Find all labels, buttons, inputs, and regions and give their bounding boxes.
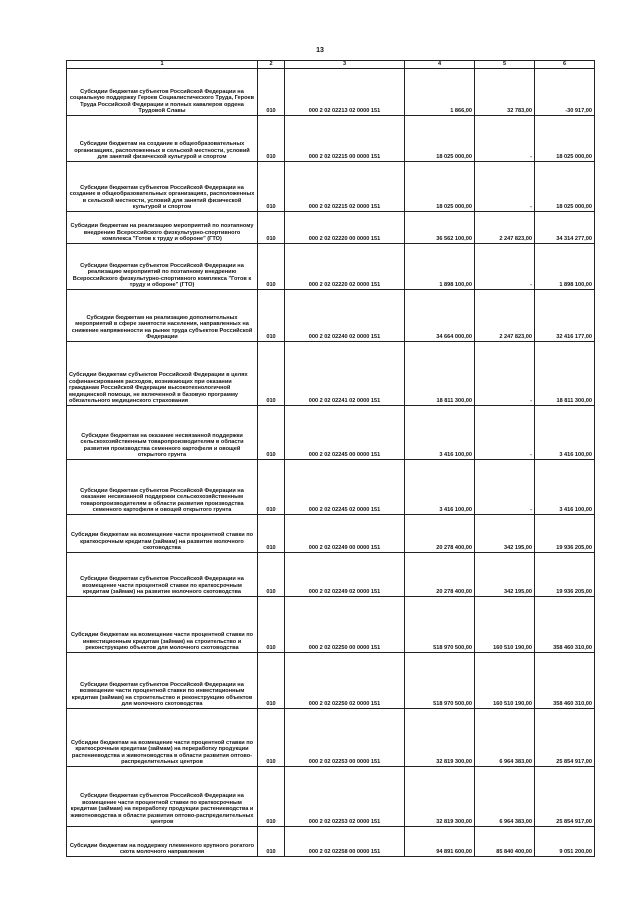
row-code: 010 xyxy=(258,290,285,342)
row-col5: - xyxy=(475,162,535,212)
row-kbk: 000 2 02 02253 02 0000 151 xyxy=(285,767,405,827)
row-kbk: 000 2 02 02245 02 0000 151 xyxy=(285,460,405,515)
row-code: 010 xyxy=(258,597,285,653)
row-name: Субсидии бюджетам субъектов Российской Федерации в целях софинансирования расходов, возникающих при оказании гражданам Российской Федерации высокотехнологичной медицинской помощи, не включенной в базовую программу обязательного медицинского страхования xyxy=(67,342,258,406)
column-header: 2 xyxy=(258,61,285,69)
row-kbk: 000 2 02 02250 00 0000 151 xyxy=(285,597,405,653)
row-kbk: 000 2 02 02253 00 0000 151 xyxy=(285,709,405,767)
column-header: 4 xyxy=(405,61,475,69)
row-col4: 18 811 300,00 xyxy=(405,342,475,406)
table-row xyxy=(67,162,595,212)
header-row xyxy=(67,61,595,69)
row-col5: - xyxy=(475,244,535,290)
row-col5: 6 964 383,00 xyxy=(475,709,535,767)
row-col5: 32 783,00 xyxy=(475,69,535,116)
row-kbk: 000 2 02 02220 02 0000 151 xyxy=(285,244,405,290)
row-name: Субсидии бюджетам на возмещение части процентной ставки по краткосрочным кредитам (займам) на переработку продукции растениеводства и животноводства в области развития оптово-распределительных центров xyxy=(67,709,258,767)
row-col5: - xyxy=(475,460,535,515)
row-code: 010 xyxy=(258,342,285,406)
row-code: 010 xyxy=(258,212,285,244)
row-col5: - xyxy=(475,342,535,406)
row-col6: 34 314 277,00 xyxy=(535,212,595,244)
row-name: Субсидии бюджетам субъектов Российской Федерации на оказание несвязанной поддержки сельскохозяйственным товаропроизводителям в области развития производства семенного картофеля и овощей открытого грунта xyxy=(67,460,258,515)
row-name: Субсидии бюджетам на реализацию мероприятий по поэтапному внедрению Всероссийского физкультурно-спортивного комплекса "Готов к труду и обороне" (ГТО) xyxy=(67,212,258,244)
row-kbk: 000 2 02 02249 02 0000 151 xyxy=(285,553,405,597)
row-col5: 2 247 823,00 xyxy=(475,290,535,342)
table-row xyxy=(67,653,595,709)
row-col4: 32 819 300,00 xyxy=(405,767,475,827)
row-name: Субсидии бюджетам субъектов Российской Федерации на создание в общеобразовательных организациях, расположенных в сельской местности, условий для занятий физической культурой и спортом xyxy=(67,162,258,212)
row-col6: 18 811 300,00 xyxy=(535,342,595,406)
table-row xyxy=(67,460,595,515)
row-col5: 2 247 823,00 xyxy=(475,212,535,244)
row-code: 010 xyxy=(258,406,285,460)
row-kbk: 000 2 02 02249 00 0000 151 xyxy=(285,515,405,553)
row-col4: 18 025 000,00 xyxy=(405,162,475,212)
column-header: 1 xyxy=(67,61,258,69)
table-row xyxy=(67,827,595,857)
row-col6: 3 416 100,00 xyxy=(535,406,595,460)
row-name: Субсидии бюджетам на создание в общеобразовательных организациях, расположенных в сельской местности, условий для занятий физической культурой и спортом xyxy=(67,116,258,162)
row-col6: 19 936 205,00 xyxy=(535,553,595,597)
row-code: 010 xyxy=(258,69,285,116)
row-kbk: 000 2 02 02213 02 0000 151 xyxy=(285,69,405,116)
row-col4: 1 898 100,00 xyxy=(405,244,475,290)
row-col4: 20 278 400,00 xyxy=(405,553,475,597)
table-row xyxy=(67,69,595,116)
row-col6: 358 460 310,00 xyxy=(535,597,595,653)
row-kbk: 000 2 02 02220 00 0000 151 xyxy=(285,212,405,244)
row-col4: 18 025 000,00 xyxy=(405,116,475,162)
table-row xyxy=(67,406,595,460)
row-col4: 20 278 400,00 xyxy=(405,515,475,553)
row-col6: 19 936 205,00 xyxy=(535,515,595,553)
row-name: Субсидии бюджетам субъектов Российской Федерации на возмещение части процентной ставки по инвестиционным кредитам (займам) на строительство и реконструкцию объектов для молочного скотоводства xyxy=(67,653,258,709)
row-name: Субсидии бюджетам на оказание несвязанной поддержки сельскохозяйственным товаропроизводителям в области развития производства семенного картофеля и овощей открытого грунта xyxy=(67,406,258,460)
row-name: Субсидии бюджетам на возмещение части процентной ставки по инвестиционным кредитам (займам) на строительство и реконструкцию объектов для молочного скотоводства xyxy=(67,597,258,653)
row-name: Субсидии бюджетам на реализацию дополнительных мероприятий в сфере занятости населения, направленных на снижение напряженности на рынке труда субъектов Российской Федерации xyxy=(67,290,258,342)
row-name: Субсидии бюджетам субъектов Российской Федерации на возмещение части процентной ставки по краткосрочным кредитам (займам) на переработку продукции растениеводства и животноводства в области развития оптово-распределительных центров xyxy=(67,767,258,827)
row-col6: 25 854 917,00 xyxy=(535,709,595,767)
row-code: 010 xyxy=(258,515,285,553)
row-col4: 518 970 500,00 xyxy=(405,597,475,653)
table-row xyxy=(67,767,595,827)
row-col6: 18 025 000,00 xyxy=(535,116,595,162)
row-code: 010 xyxy=(258,116,285,162)
row-code: 010 xyxy=(258,653,285,709)
table-row xyxy=(67,212,595,244)
row-col4: 94 891 600,00 xyxy=(405,827,475,857)
row-col5: 160 510 190,00 xyxy=(475,597,535,653)
row-kbk: 000 2 02 02215 02 0000 151 xyxy=(285,162,405,212)
column-header: 3 xyxy=(285,61,405,69)
row-kbk: 000 2 02 02250 02 0000 151 xyxy=(285,653,405,709)
page-number: 13 xyxy=(316,47,324,54)
row-code: 010 xyxy=(258,767,285,827)
row-col4: 34 664 000,00 xyxy=(405,290,475,342)
row-col5: - xyxy=(475,116,535,162)
table-row xyxy=(67,116,595,162)
row-name: Субсидии бюджетам субъектов Российской Федерации на возмещение части процентной ставки по краткосрочным кредитам (займам) на развитие молочного скотоводства xyxy=(67,553,258,597)
row-col4: 36 562 100,00 xyxy=(405,212,475,244)
row-kbk: 000 2 02 02258 00 0000 151 xyxy=(285,827,405,857)
table-row xyxy=(67,515,595,553)
row-col6: 358 460 310,00 xyxy=(535,653,595,709)
row-code: 010 xyxy=(258,244,285,290)
row-code: 010 xyxy=(258,460,285,515)
row-col5: 85 840 400,00 xyxy=(475,827,535,857)
row-kbk: 000 2 02 02215 00 0000 151 xyxy=(285,116,405,162)
row-col5: 6 964 383,00 xyxy=(475,767,535,827)
row-col4: 32 819 300,00 xyxy=(405,709,475,767)
row-kbk: 000 2 02 02241 02 0000 151 xyxy=(285,342,405,406)
row-code: 010 xyxy=(258,162,285,212)
table-row xyxy=(67,290,595,342)
row-name: Субсидии бюджетам субъектов Российской Федерации на реализацию мероприятий по поэтапному внедрению Всероссийского физкультурно-спортивного комплекса "Готов к труду и обороне" (ГТО) xyxy=(67,244,258,290)
column-header: 6 xyxy=(535,61,595,69)
row-name: Субсидии бюджетам на поддержку племенного крупного рогатого скота молочного направления xyxy=(67,827,258,857)
row-col4: 3 416 100,00 xyxy=(405,460,475,515)
row-col5: - xyxy=(475,406,535,460)
row-col6: -30 917,00 xyxy=(535,69,595,116)
row-col6: 3 416 100,00 xyxy=(535,460,595,515)
table-row xyxy=(67,709,595,767)
row-col5: 342 195,00 xyxy=(475,515,535,553)
row-col5: 342 195,00 xyxy=(475,553,535,597)
row-code: 010 xyxy=(258,553,285,597)
row-col6: 9 051 200,00 xyxy=(535,827,595,857)
row-col4: 518 970 500,00 xyxy=(405,653,475,709)
row-name: Субсидии бюджетам на возмещение части процентной ставки по краткосрочным кредитам (займам) на развитие молочного скотоводства xyxy=(67,515,258,553)
row-col6: 18 025 000,00 xyxy=(535,162,595,212)
row-col6: 32 416 177,00 xyxy=(535,290,595,342)
row-col6: 1 898 100,00 xyxy=(535,244,595,290)
row-col4: 1 866,00 xyxy=(405,69,475,116)
table-row xyxy=(67,597,595,653)
row-col4: 3 416 100,00 xyxy=(405,406,475,460)
row-code: 010 xyxy=(258,827,285,857)
row-code: 010 xyxy=(258,709,285,767)
row-col5: 160 510 190,00 xyxy=(475,653,535,709)
row-name: Субсидии бюджетам субъектов Российской Федерации на социальную поддержку Героев Социалистического Труда, Героев Труда Российской Федерации и полных кавалеров ордена Трудовой Славы xyxy=(67,69,258,116)
row-col6: 25 854 917,00 xyxy=(535,767,595,827)
table-row xyxy=(67,244,595,290)
table-row xyxy=(67,342,595,406)
row-kbk: 000 2 02 02240 02 0000 151 xyxy=(285,290,405,342)
table-row xyxy=(67,553,595,597)
column-header: 5 xyxy=(475,61,535,69)
row-kbk: 000 2 02 02245 00 0000 151 xyxy=(285,406,405,460)
budget-table xyxy=(66,60,595,857)
